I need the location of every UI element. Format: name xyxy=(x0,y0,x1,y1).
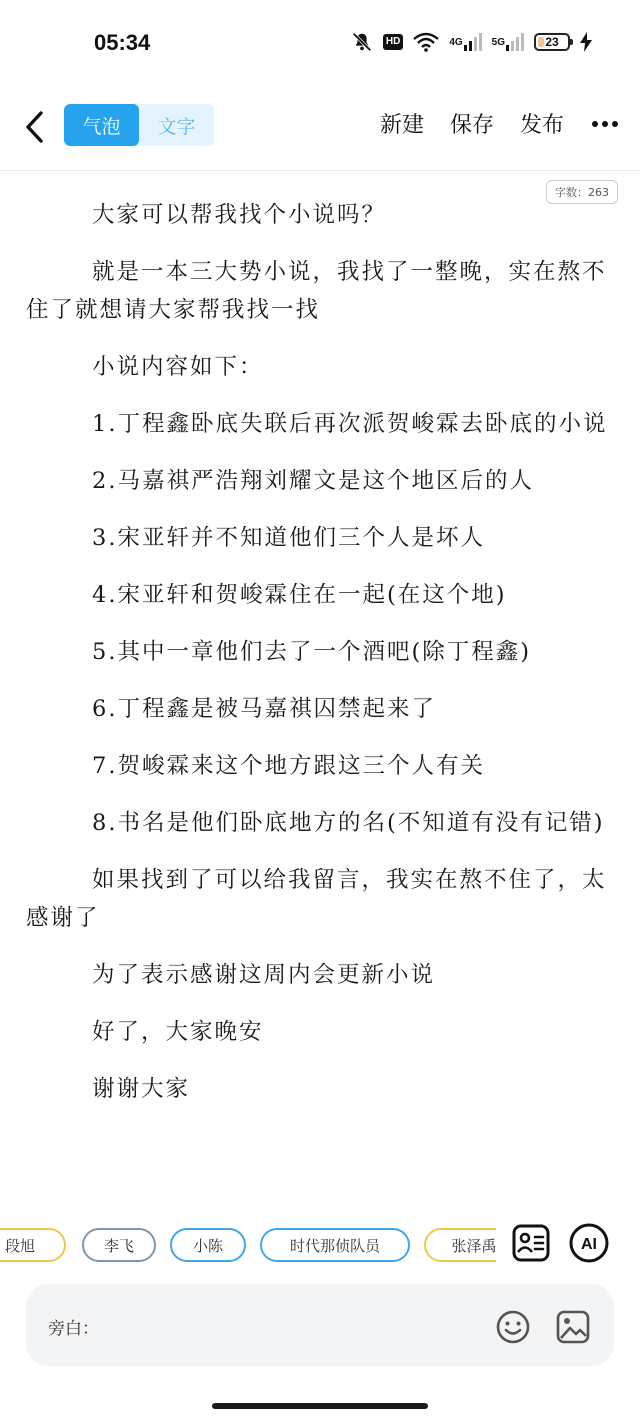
mode-tab-text[interactable]: 文字 xyxy=(157,115,196,138)
paragraph[interactable]: 7.贺峻霖来这个地方跟这三个人有关 xyxy=(92,753,485,779)
emoji-icon xyxy=(495,1309,531,1345)
mode-toggle xyxy=(64,104,214,146)
signal-5g-icon xyxy=(492,33,524,51)
word-count-badge: 字数：263 xyxy=(546,180,618,204)
character-chip[interactable]: 段旭 xyxy=(0,1228,66,1262)
paragraph[interactable]: 大家可以帮我找个小说吗？ xyxy=(92,202,387,228)
hd-icon: HD xyxy=(383,34,403,50)
more-button[interactable] xyxy=(590,109,620,139)
paragraph[interactable]: 5.其中一章他们去了一个酒吧(除丁程鑫) xyxy=(92,639,532,665)
paragraph[interactable]: 就是一本三大势小说，我找了一整晚，实在熬不住了就想请大家帮我找一找 xyxy=(26,259,607,323)
status-icons xyxy=(351,30,592,54)
battery-fill xyxy=(538,37,544,47)
ai-label: AI xyxy=(581,1236,597,1253)
save-button[interactable]: 保存 xyxy=(449,113,494,138)
paragraph[interactable]: 8.书名是他们卧底地方的名(不知道有没有记错) xyxy=(92,810,605,836)
paragraph[interactable]: 为了表示感谢这周内会更新小说 xyxy=(92,962,436,988)
narration-input-bar[interactable] xyxy=(26,1284,614,1366)
mute-icon xyxy=(351,31,373,53)
signal-5g-label: 5G xyxy=(491,36,505,48)
publish-button[interactable]: 发布 xyxy=(519,113,564,138)
status-time: 05:34 xyxy=(94,30,151,55)
new-button[interactable]: 新建 xyxy=(379,113,424,138)
battery-level: 23 xyxy=(545,35,559,49)
more-dots-icon xyxy=(591,120,619,128)
paragraph[interactable]: 好了，大家晚安 xyxy=(92,1019,264,1045)
paragraph[interactable]: 1.丁程鑫卧底失联后再次派贺峻霖去卧底的小说 xyxy=(92,411,608,437)
paragraph[interactable]: 小说内容如下： xyxy=(92,354,264,380)
ai-icon xyxy=(568,1222,610,1264)
character-chip[interactable]: 张泽禹 xyxy=(424,1228,496,1262)
chevron-left-icon xyxy=(23,110,45,144)
character-chips[interactable] xyxy=(0,1224,496,1268)
signal-4g-label: 4G xyxy=(449,36,463,48)
character-chip[interactable]: 时代那侦队员 xyxy=(260,1228,410,1262)
mode-tab-bubble[interactable]: 气泡 xyxy=(64,104,139,146)
charging-icon xyxy=(580,32,592,52)
paragraph[interactable]: 谢谢大家 xyxy=(92,1076,191,1102)
paragraph[interactable]: 3.宋亚轩并不知道他们三个人是坏人 xyxy=(92,525,485,551)
back-button[interactable] xyxy=(16,106,52,148)
paragraph[interactable]: 6.丁程鑫是被马嘉祺囚禁起来了 xyxy=(92,696,436,722)
image-icon xyxy=(555,1309,591,1345)
wifi-icon xyxy=(413,32,439,52)
contact-card-icon xyxy=(511,1223,551,1263)
toolbar-actions xyxy=(380,108,620,139)
top-toolbar xyxy=(0,86,640,171)
emoji-button[interactable] xyxy=(494,1308,532,1346)
narration-prompt: 旁白： xyxy=(48,1319,99,1339)
paragraph[interactable]: 4.宋亚轩和贺峻霖住在一起(在这个地) xyxy=(92,582,507,608)
status-bar xyxy=(0,0,640,86)
paragraph[interactable]: 如果找到了可以给我留言，我实在熬不住了，太感谢了 xyxy=(26,867,607,931)
image-button[interactable] xyxy=(554,1308,592,1346)
battery-icon xyxy=(534,33,570,51)
home-indicator[interactable] xyxy=(212,1403,428,1409)
character-chip[interactable]: 小陈 xyxy=(170,1228,246,1262)
roles-button[interactable] xyxy=(510,1222,552,1264)
signal-4g-icon xyxy=(449,33,481,51)
ai-button[interactable] xyxy=(568,1222,610,1264)
paragraph[interactable]: 2.马嘉祺严浩翔刘耀文是这个地区后的人 xyxy=(92,468,534,494)
editor-content[interactable] xyxy=(26,196,610,1127)
character-chip[interactable]: 李飞 xyxy=(82,1228,156,1262)
